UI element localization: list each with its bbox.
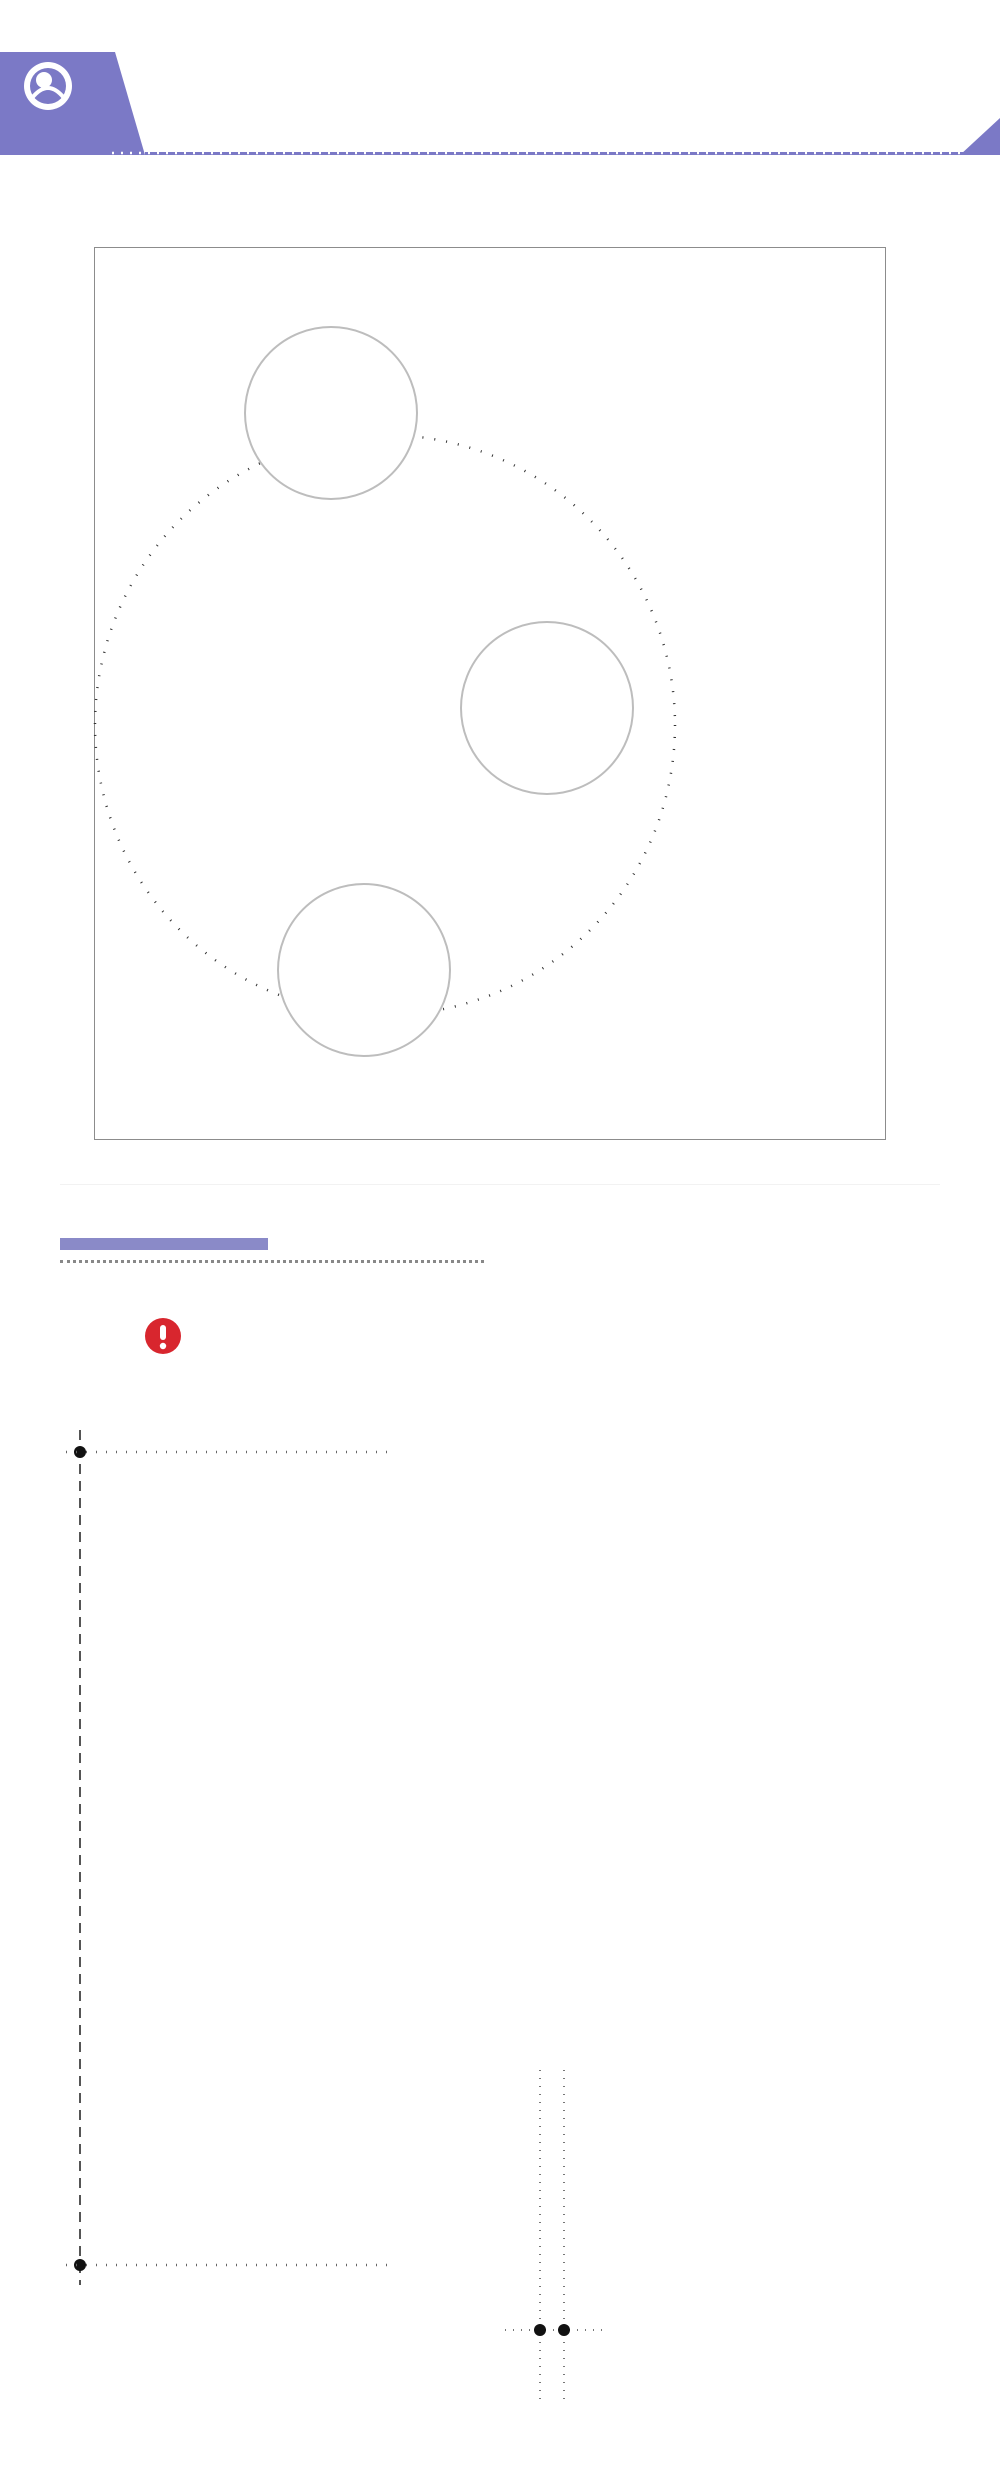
size-dotted-rule: [60, 1260, 484, 1263]
exclamation-icon: [145, 1318, 181, 1354]
size-heading-bar: [60, 1238, 268, 1250]
zoom-circle-2: [461, 622, 633, 794]
earring-illustration: [0, 0, 1000, 1200]
zoom-circle-3: [278, 884, 450, 1056]
section-divider: [60, 1184, 940, 1185]
dimension-drawing: [0, 1400, 1000, 2484]
zoom-circle-1: [245, 327, 417, 499]
